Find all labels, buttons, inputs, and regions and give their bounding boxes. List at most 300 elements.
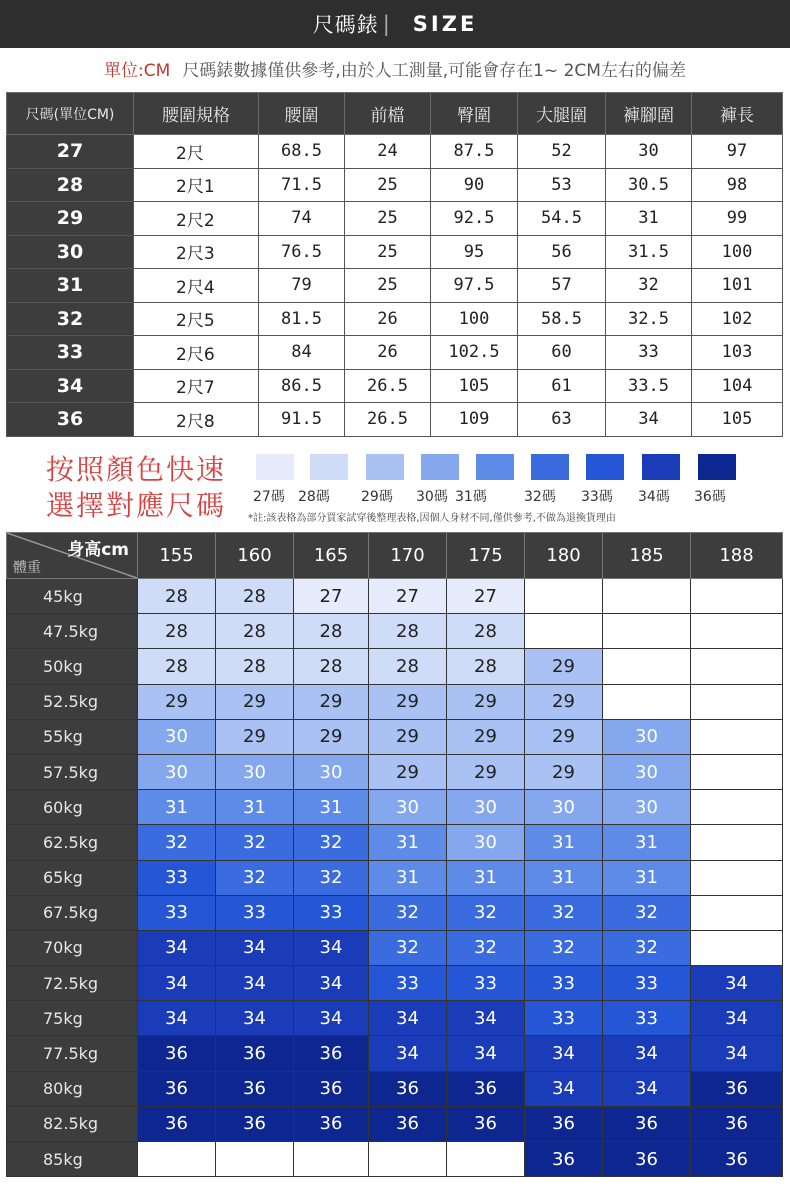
size-cell: 30: [603, 719, 691, 754]
size-label: 36: [7, 403, 134, 437]
size-table-row: [7, 135, 783, 169]
size-table-cell: 2尺5: [134, 302, 259, 336]
size-cell: [294, 1142, 369, 1177]
size-table-cell: 100: [692, 235, 783, 269]
size-table-cell: 99: [692, 202, 783, 236]
size-cell: 33: [216, 895, 294, 930]
size-cell: 33: [138, 895, 216, 930]
chart-row: [7, 1142, 783, 1177]
size-cell: 28: [216, 614, 294, 649]
size-cell: 28: [216, 579, 294, 614]
size-cell: 30: [447, 825, 525, 860]
size-table-header: 腰圍: [259, 93, 345, 135]
size-table-cell: 102.5: [431, 336, 518, 370]
size-cell: 32: [294, 860, 369, 895]
size-table-row: [7, 336, 783, 370]
size-cell: 32: [447, 930, 525, 965]
legend-label: 30碼: [416, 489, 448, 505]
size-label: 32: [7, 302, 134, 336]
size-table-header: 大腿圍: [518, 93, 606, 135]
legend-label: 32碼: [524, 489, 556, 505]
height-header: 185: [603, 533, 691, 579]
weight-label: 80kg: [7, 1071, 138, 1106]
size-table-cell: 90: [431, 168, 518, 202]
size-cell: 36: [447, 1071, 525, 1106]
size-table-cell: 74: [259, 202, 345, 236]
size-table-cell: 2尺6: [134, 336, 259, 370]
size-cell: 28: [369, 614, 447, 649]
size-cell: 33: [447, 966, 525, 1001]
size-cell: 36: [138, 1036, 216, 1071]
header-title-en: SIZE: [412, 12, 478, 36]
page-header: [0, 0, 790, 48]
measurement-note: [0, 56, 790, 81]
size-table-cell: 109: [431, 403, 518, 437]
size-table-cell: 2尺1: [134, 168, 259, 202]
size-cell: 36: [294, 1071, 369, 1106]
size-cell: 34: [691, 966, 783, 1001]
chart-row: [7, 930, 783, 965]
chart-row: [7, 1036, 783, 1071]
size-cell: 36: [216, 1036, 294, 1071]
size-cell: 36: [691, 1142, 783, 1177]
size-table-cell: 26.5: [345, 369, 431, 403]
size-cell: 34: [447, 1036, 525, 1071]
size-cell: 29: [294, 719, 369, 754]
size-cell: [525, 614, 603, 649]
size-table-cell: 100: [431, 302, 518, 336]
size-cell: 30: [138, 719, 216, 754]
weight-label: 47.5kg: [7, 614, 138, 649]
size-cell: 36: [294, 1106, 369, 1141]
weight-label: 72.5kg: [7, 966, 138, 1001]
chart-row: [7, 719, 783, 754]
corner-height-label: 身高cm: [67, 540, 129, 560]
size-cell: [603, 579, 691, 614]
size-table-cell: 76.5: [259, 235, 345, 269]
legend-swatch: [531, 454, 569, 480]
size-cell: 32: [603, 895, 691, 930]
chart-corner: [7, 533, 138, 579]
header-separator: |: [382, 12, 391, 36]
weight-label: 75kg: [7, 1001, 138, 1036]
weight-label: 62.5kg: [7, 825, 138, 860]
size-table-cell: 2尺3: [134, 235, 259, 269]
size-cell: 31: [369, 825, 447, 860]
weight-label: 70kg: [7, 930, 138, 965]
size-cell: 36: [525, 1106, 603, 1141]
size-cell: 32: [216, 860, 294, 895]
size-cell: [691, 930, 783, 965]
size-table-row: [7, 202, 783, 236]
size-cell: 32: [447, 895, 525, 930]
chart-row: [7, 649, 783, 684]
size-cell: 34: [369, 1001, 447, 1036]
size-cell: 34: [138, 930, 216, 965]
size-cell: 29: [525, 649, 603, 684]
weight-label: 55kg: [7, 719, 138, 754]
legend-title: [46, 452, 226, 524]
size-cell: 31: [525, 825, 603, 860]
size-cell: 30: [216, 754, 294, 789]
size-cell: 33: [138, 860, 216, 895]
legend-swatch: [310, 454, 348, 480]
size-cell: 34: [138, 966, 216, 1001]
size-table-cell: 31: [606, 202, 692, 236]
size-cell: 36: [603, 1106, 691, 1141]
size-cell: 34: [447, 1001, 525, 1036]
size-cell: 31: [369, 860, 447, 895]
size-table-cell: 24: [345, 135, 431, 169]
note-text: 尺碼錶數據僅供參考,由於人工測量,可能會存在1~ 2CM左右的偏差: [182, 61, 686, 81]
size-table-row: [7, 369, 783, 403]
size-cell: 32: [216, 825, 294, 860]
size-table-cell: 52: [518, 135, 606, 169]
size-cell: [691, 790, 783, 825]
size-table-cell: 58.5: [518, 302, 606, 336]
weight-label: 65kg: [7, 860, 138, 895]
size-table-cell: 79: [259, 269, 345, 303]
size-cell: 28: [138, 649, 216, 684]
size-table-cell: 103: [692, 336, 783, 370]
size-cell: 31: [138, 790, 216, 825]
size-cell: 30: [603, 754, 691, 789]
size-table-cell: 32.5: [606, 302, 692, 336]
size-cell: 36: [691, 1106, 783, 1141]
size-cell: [691, 754, 783, 789]
size-table-cell: 61: [518, 369, 606, 403]
size-table-cell: 53: [518, 168, 606, 202]
size-table-cell: 95: [431, 235, 518, 269]
unit-label: 單位:CM: [104, 61, 171, 81]
size-cell: 29: [369, 719, 447, 754]
size-table-cell: 68.5: [259, 135, 345, 169]
size-cell: 29: [525, 684, 603, 719]
chart-row: [7, 790, 783, 825]
size-table-cell: 97.5: [431, 269, 518, 303]
size-cell: 36: [216, 1106, 294, 1141]
size-cell: 34: [216, 1001, 294, 1036]
size-cell: 36: [369, 1071, 447, 1106]
size-cell: 34: [216, 966, 294, 1001]
size-table-header: 臀圍: [431, 93, 518, 135]
corner-weight-label: 體重: [13, 560, 41, 576]
size-cell: 31: [216, 790, 294, 825]
size-cell: 32: [525, 930, 603, 965]
size-cell: 33: [294, 895, 369, 930]
size-cell: 29: [369, 754, 447, 789]
legend-swatch: [698, 454, 736, 480]
size-cell: 30: [294, 754, 369, 789]
size-table-cell: 33.5: [606, 369, 692, 403]
size-table-cell: 84: [259, 336, 345, 370]
legend-swatch: [586, 454, 624, 480]
weight-label: 60kg: [7, 790, 138, 825]
size-cell: 34: [603, 1071, 691, 1106]
size-cell: [691, 895, 783, 930]
chart-row: [7, 614, 783, 649]
weight-label: 77.5kg: [7, 1036, 138, 1071]
weight-label: 45kg: [7, 579, 138, 614]
size-cell: 28: [447, 614, 525, 649]
size-cell: 28: [216, 649, 294, 684]
size-cell: 30: [138, 754, 216, 789]
size-table-cell: 54.5: [518, 202, 606, 236]
size-cell: 31: [525, 860, 603, 895]
legend-swatch: [642, 454, 680, 480]
height-header: 155: [138, 533, 216, 579]
size-cell: [525, 579, 603, 614]
size-table-cell: 26: [345, 336, 431, 370]
size-table-cell: 98: [692, 168, 783, 202]
size-table-cell: 86.5: [259, 369, 345, 403]
size-table-row: [7, 168, 783, 202]
size-cell: 30: [447, 790, 525, 825]
legend-label: 28碼: [298, 489, 330, 505]
size-label: 34: [7, 369, 134, 403]
size-table-cell: 25: [345, 168, 431, 202]
height-header: 165: [294, 533, 369, 579]
size-cell: [691, 860, 783, 895]
size-cell: 29: [447, 754, 525, 789]
size-label: 33: [7, 336, 134, 370]
size-cell: 34: [369, 1036, 447, 1071]
size-cell: [447, 1142, 525, 1177]
chart-row: [7, 1106, 783, 1141]
legend-title-line1: 按照顏色快速: [46, 453, 227, 486]
size-table-header: 尺碼(單位CM): [7, 93, 134, 135]
size-cell: 33: [525, 1001, 603, 1036]
size-table-cell: 25: [345, 235, 431, 269]
height-header: 180: [525, 533, 603, 579]
size-cell: [691, 719, 783, 754]
size-table-row: [7, 302, 783, 336]
size-cell: 36: [216, 1071, 294, 1106]
size-cell: 28: [294, 649, 369, 684]
size-table-header: 褲長: [692, 93, 783, 135]
height-header: 170: [369, 533, 447, 579]
size-cell: [603, 614, 691, 649]
size-table-cell: 31.5: [606, 235, 692, 269]
size-cell: 29: [216, 684, 294, 719]
chart-row: [7, 860, 783, 895]
size-cell: 27: [447, 579, 525, 614]
size-table-cell: 104: [692, 369, 783, 403]
chart-row: [7, 895, 783, 930]
size-cell: 34: [691, 1036, 783, 1071]
size-table-cell: 2尺2: [134, 202, 259, 236]
size-table-cell: 57: [518, 269, 606, 303]
size-cell: 36: [138, 1106, 216, 1141]
size-cell: 34: [216, 930, 294, 965]
size-table-cell: 25: [345, 202, 431, 236]
chart-row: [7, 754, 783, 789]
size-cell: 32: [294, 825, 369, 860]
size-cell: 33: [603, 1001, 691, 1036]
legend-label: 36碼: [694, 489, 726, 505]
legend-label: 34碼: [638, 489, 670, 505]
size-cell: 34: [691, 1001, 783, 1036]
chart-row: [7, 684, 783, 719]
size-cell: 34: [603, 1036, 691, 1071]
size-cell: 32: [138, 825, 216, 860]
size-cell: 34: [525, 1036, 603, 1071]
size-cell: 29: [216, 719, 294, 754]
size-cell: 29: [369, 684, 447, 719]
weight-label: 85kg: [7, 1142, 138, 1177]
size-cell: 29: [525, 719, 603, 754]
size-cell: 30: [369, 790, 447, 825]
weight-label: 57.5kg: [7, 754, 138, 789]
size-table-cell: 2尺8: [134, 403, 259, 437]
size-cell: [691, 649, 783, 684]
size-table-row: [7, 269, 783, 303]
size-table-cell: 81.5: [259, 302, 345, 336]
size-cell: [216, 1142, 294, 1177]
weight-label: 67.5kg: [7, 895, 138, 930]
size-cell: [691, 684, 783, 719]
height-header: 188: [691, 533, 783, 579]
size-cell: 31: [294, 790, 369, 825]
size-table-cell: 33: [606, 336, 692, 370]
chart-row: [7, 966, 783, 1001]
header-title-cn: 尺碼錶: [312, 13, 379, 37]
size-label: 29: [7, 202, 134, 236]
size-cell: 29: [525, 754, 603, 789]
size-table-cell: 2尺: [134, 135, 259, 169]
size-cell: 36: [525, 1142, 603, 1177]
legend-swatch: [476, 454, 514, 480]
size-cell: [603, 684, 691, 719]
size-table-cell: 60: [518, 336, 606, 370]
legend-label: 27碼: [253, 489, 285, 505]
legend-label: 33碼: [581, 489, 613, 505]
size-label: 30: [7, 235, 134, 269]
size-table-cell: 2尺4: [134, 269, 259, 303]
size-table-header: 前檔: [345, 93, 431, 135]
color-legend: [256, 454, 740, 480]
size-cell: [369, 1142, 447, 1177]
size-table-cell: 105: [431, 369, 518, 403]
size-cell: 36: [603, 1142, 691, 1177]
disclaimer: *註:該表格為部分買家試穿後整理表格,因個人身材不同,僅供參考,不做為退換貨理由: [248, 513, 616, 524]
size-cell: 30: [525, 790, 603, 825]
chart-row: [7, 579, 783, 614]
size-table-cell: 26.5: [345, 403, 431, 437]
size-cell: 28: [294, 614, 369, 649]
size-cell: [138, 1142, 216, 1177]
height-header: 160: [216, 533, 294, 579]
size-cell: 36: [294, 1036, 369, 1071]
size-table-cell: 71.5: [259, 168, 345, 202]
size-table-cell: 101: [692, 269, 783, 303]
size-table-row: [7, 403, 783, 437]
weight-label: 52.5kg: [7, 684, 138, 719]
size-label: 31: [7, 269, 134, 303]
size-cell: 32: [525, 895, 603, 930]
size-table-cell: 91.5: [259, 403, 345, 437]
size-table-cell: 105: [692, 403, 783, 437]
weight-label: 82.5kg: [7, 1106, 138, 1141]
size-cell: 28: [138, 614, 216, 649]
chart-row: [7, 1001, 783, 1036]
legend-title-line2: 選擇對應尺碼: [46, 489, 227, 522]
size-cell: 34: [138, 1001, 216, 1036]
size-cell: [603, 649, 691, 684]
size-table-header: 褲腳圍: [606, 93, 692, 135]
chart-row: [7, 825, 783, 860]
size-table-cell: 30: [606, 135, 692, 169]
size-table-cell: 92.5: [431, 202, 518, 236]
size-cell: [691, 614, 783, 649]
chart-row: [7, 1071, 783, 1106]
size-cell: 28: [447, 649, 525, 684]
size-table-cell: 87.5: [431, 135, 518, 169]
size-cell: 33: [525, 966, 603, 1001]
size-cell: 29: [447, 684, 525, 719]
size-cell: 36: [369, 1106, 447, 1141]
size-table-cell: 102: [692, 302, 783, 336]
legend-swatch: [256, 454, 294, 480]
size-cell: 31: [447, 860, 525, 895]
size-cell: 27: [369, 579, 447, 614]
size-cell: 29: [138, 684, 216, 719]
size-table-cell: 2尺7: [134, 369, 259, 403]
size-cell: 36: [447, 1106, 525, 1141]
size-cell: 28: [138, 579, 216, 614]
height-weight-chart: [6, 532, 783, 1177]
size-table-cell: 56: [518, 235, 606, 269]
size-cell: 36: [138, 1071, 216, 1106]
height-header: 175: [447, 533, 525, 579]
size-cell: 32: [369, 895, 447, 930]
size-cell: 31: [603, 825, 691, 860]
size-label: 28: [7, 168, 134, 202]
size-cell: 34: [294, 1001, 369, 1036]
size-table-cell: 63: [518, 403, 606, 437]
size-cell: 28: [369, 649, 447, 684]
size-cell: 34: [294, 966, 369, 1001]
size-table-cell: 34: [606, 403, 692, 437]
size-cell: 34: [525, 1071, 603, 1106]
size-cell: [691, 825, 783, 860]
size-cell: 34: [294, 930, 369, 965]
weight-label: 50kg: [7, 649, 138, 684]
size-cell: 31: [603, 860, 691, 895]
size-table-cell: 25: [345, 269, 431, 303]
legend-label: 29碼: [361, 489, 393, 505]
size-table-row: [7, 235, 783, 269]
size-cell: 32: [603, 930, 691, 965]
size-table-cell: 97: [692, 135, 783, 169]
size-cell: 36: [691, 1071, 783, 1106]
size-cell: 29: [294, 684, 369, 719]
size-cell: 32: [369, 930, 447, 965]
legend-swatch: [366, 454, 404, 480]
size-table-cell: 32: [606, 269, 692, 303]
size-cell: [691, 579, 783, 614]
size-cell: 33: [603, 966, 691, 1001]
size-table: [6, 92, 783, 437]
size-table-cell: 26: [345, 302, 431, 336]
size-table-cell: 30.5: [606, 168, 692, 202]
size-label: 27: [7, 135, 134, 169]
size-cell: 29: [447, 719, 525, 754]
size-cell: 27: [294, 579, 369, 614]
size-cell: 30: [603, 790, 691, 825]
legend-swatch: [421, 454, 459, 480]
legend-label: 31碼: [455, 489, 487, 505]
